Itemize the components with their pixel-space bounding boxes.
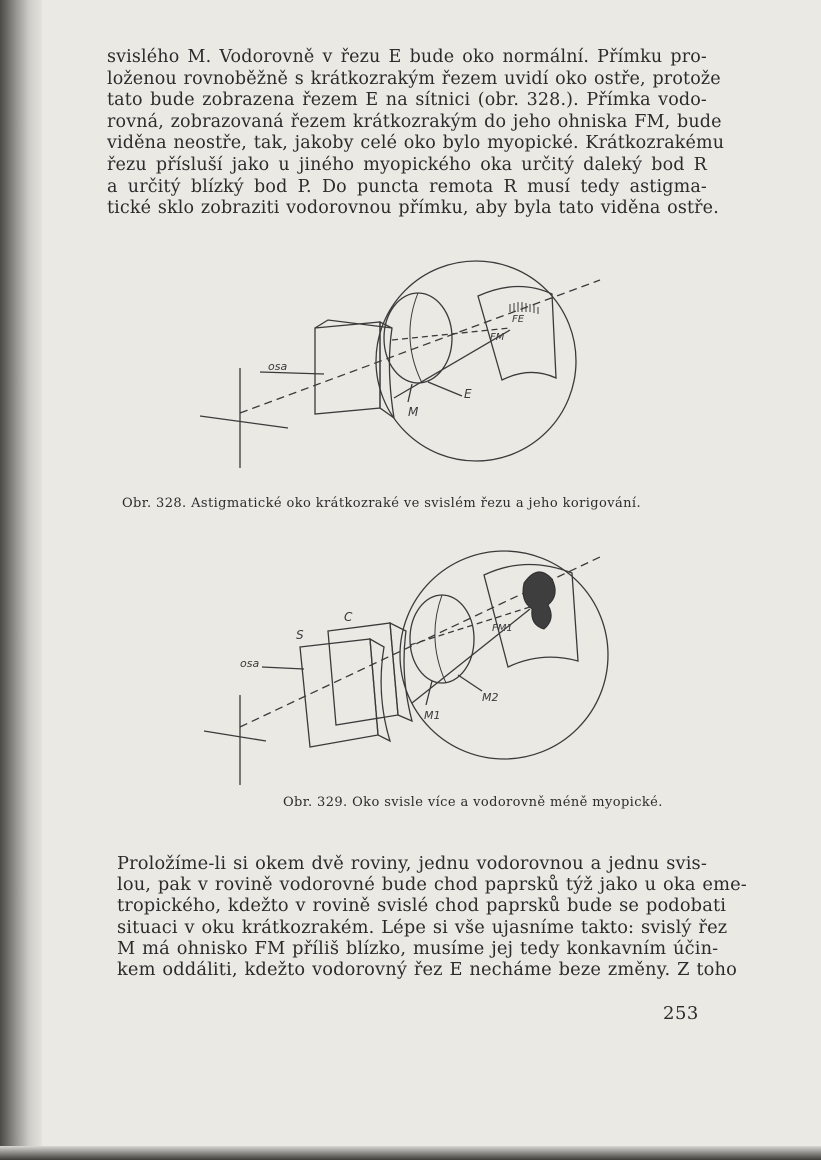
section-m1-label: M1 (424, 709, 441, 722)
figure-329-caption: Obr. 329. Oko svisle více a vodorovně méně myopické. (283, 795, 663, 810)
eye-sphere (400, 551, 608, 759)
book-binding-shadow (0, 0, 42, 1160)
text-line: řezu přísluší jako u jiného myopického oka určitý daleký bod R (107, 154, 707, 175)
lens-s-side (370, 639, 390, 741)
eye-lens (410, 595, 474, 683)
label-leader-m1 (426, 681, 432, 705)
text-line: rovná, zobrazovaná řezem krátkozrakým do jeho ohniska FM, bude (107, 111, 722, 132)
paragraph-top (107, 47, 725, 220)
retina-shaded-area (523, 572, 555, 629)
page-number: 253 (663, 1003, 699, 1024)
text-line: a určitý blízký bod P. Do puncta remota R musí tedy astigma- (107, 176, 707, 197)
focus-label: FM1 (492, 623, 513, 634)
label-leader-m2 (458, 675, 482, 691)
horizontal-axis (204, 731, 266, 741)
text-line: Proložíme-li si okem dvě roviny, jednu vodorovnou a jednu svis- (117, 853, 707, 874)
focus-e-label: FE (512, 314, 525, 325)
axis-label: osa (240, 657, 260, 670)
text-line: svislého M. Vodorovně v řezu E bude oko normální. Přímku pro- (107, 47, 707, 67)
text-line: M má ohnisko FM příliš blízko, musíme jej tedy konkavním účin- (117, 937, 719, 959)
paragraph-bottom (117, 853, 747, 980)
optical-axis (240, 280, 600, 413)
lens-c-label: C (344, 610, 353, 624)
lens-s-label: S (296, 628, 304, 642)
text-line: kem oddáliti, kdežto vodorovný řez E necháme beze změny. Z toho (117, 958, 737, 980)
label-leader-e (428, 382, 462, 396)
horizontal-axis (200, 416, 288, 428)
correcting-lens-front (315, 322, 380, 414)
label-leader-m (408, 384, 412, 402)
section-m2-label: M2 (482, 691, 499, 704)
section-m-label: M (408, 405, 419, 419)
text-line: situaci v oku krátkozrakém. Lépe si vše ujasníme takto: svislý řez (117, 916, 728, 938)
focus-m-label: FM (490, 332, 505, 343)
text-line: viděna neostře, tak, jakoby celé oko bylo myopické. Krátkozrakému (107, 133, 725, 154)
text-line: loženou rovnoběžně s krátkozrakým řezem uvidí oko ostře, protože (107, 68, 721, 89)
text-line: tato bude zobrazena řezem E na sítnici (obr. 328.). Přímka vodo- (107, 90, 707, 111)
axis-label: osa (268, 360, 288, 373)
correcting-lens-side (380, 322, 394, 418)
lens-c-plate (328, 623, 398, 725)
text-line: lou, pak v rovině vodorovné bude chod paprsků týž jako u oka eme- (117, 874, 747, 896)
figure-329-diagram (200, 535, 620, 785)
page-bottom-edge (0, 1146, 821, 1160)
lens-section (435, 595, 446, 683)
figure-328-caption: Obr. 328. Astigmatické oko krátkozraké ve svislém řezu a jeho korigování. (122, 496, 641, 511)
section-e-label: E (464, 387, 472, 401)
text-line: tropického, kdežto v rovině svislé chod paprsků bude se podobati (117, 895, 727, 917)
axis-label-leader (262, 667, 304, 669)
figure-328-diagram (200, 258, 620, 488)
text-line: tické sklo zobraziti vodorovnou přímku, aby byla tato viděna ostře. (107, 198, 719, 219)
